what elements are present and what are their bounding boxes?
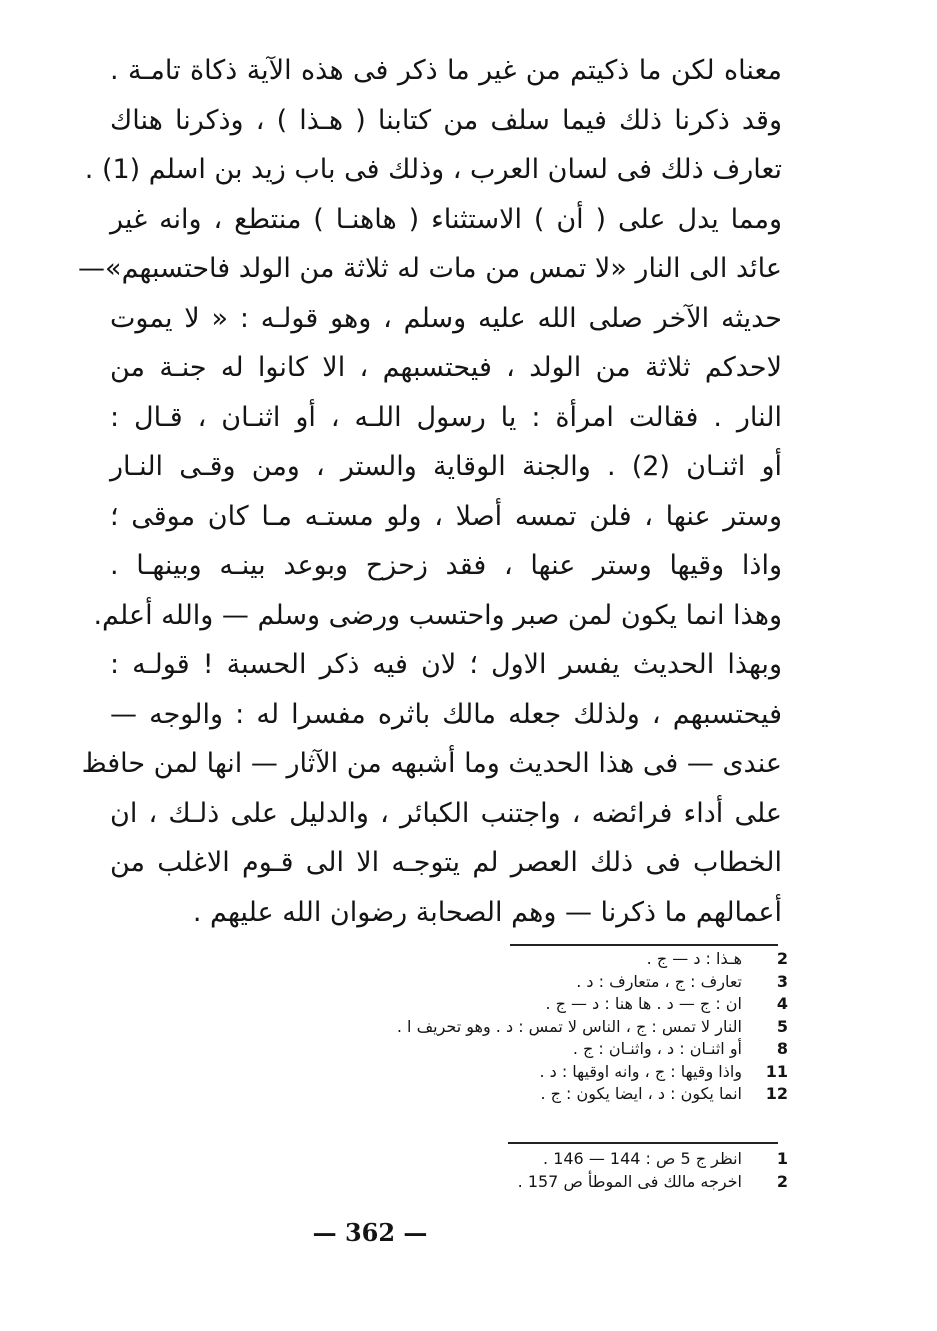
footnote-text: النار لا تمس : ج ، الناس لا تمس : د . وهو تحريف ا .	[396, 1016, 742, 1036]
reference-number: 2	[776, 1171, 788, 1191]
footnote	[160, 1061, 788, 1084]
footnote-number: 3	[776, 971, 788, 991]
text-line: تعارف ذلك فى لسان العرب ، وذلك فى باب زيد بن اسلم (1) .	[84, 154, 782, 185]
text-line: الخطاب فى ذلك العصر لم يتوجـه الا الى قـوم الاغلب من	[110, 847, 782, 878]
footnote-text: أو اثنـان : د ، واثنـان : ج .	[572, 1039, 742, 1058]
page-number: — 362 —	[312, 1218, 428, 1247]
reference-divider	[508, 1142, 778, 1144]
footnote-text: انما يكون : د ، ايضا يكون : ج .	[540, 1084, 742, 1103]
text-line: حديثه الآخر صلى الله عليه وسلم ، وهو قولـه : « لا يموت	[110, 302, 782, 334]
reference-number: 1	[776, 1149, 788, 1168]
text-line: فيحتسبهم ، ولذلك جعله مالك باثره مفسرا له : والوجه —	[110, 698, 782, 730]
footnote	[160, 1083, 788, 1106]
text-line: واذا وقيها وستر عنها ، فقد زحزح وبوعد بينـه وبينهـا .	[110, 550, 782, 581]
text-line: وهذا انما يكون لمن صبر واحتسب ورضى وسلم — والله أعلم.	[93, 599, 782, 631]
text-line: عائد الى النار «لا تمس من مات له ثلاثة من الولد فاحتسبهم»—	[78, 253, 782, 284]
footnote-number: 8	[776, 1039, 788, 1058]
text-line: لاحدكم ثلاثة من الولد ، فيحتسبهم ، الا كانوا له جنـة من	[110, 352, 782, 383]
text-line: وقد ذكرنا ذلك فيما سلف من كتابنا ( هـذا ) ، وذكرنا هناك	[110, 104, 782, 136]
reference-text: اخرجه مالك فى الموطأ ص 157 .	[517, 1171, 742, 1191]
footnote-number: 2	[776, 949, 788, 968]
footnote-text: تعارف : ج ، متعارف : د .	[576, 971, 742, 991]
reference	[400, 1148, 788, 1171]
footnote	[160, 971, 788, 994]
text-line: عندى — فى هذا الحديث وما أشبهه من الآثار — انها لمن حافظ	[81, 748, 782, 779]
reference-text: انظر ج 5 ص : 144 — 146 .	[543, 1149, 742, 1168]
footnote	[160, 993, 788, 1016]
text-line: النار . فقالت امرأة : يا رسول اللـه ، أو اثنـان ، قـال :	[110, 401, 782, 433]
main-text	[78, 46, 782, 937]
variant-notes	[160, 948, 788, 1106]
text-line: ومما يدل على ( أن ) الاستثناء ( هاهنـا ) منتطع ، وانه غير	[110, 203, 782, 235]
footnote-number: 11	[765, 1061, 788, 1081]
footnote-number: 4	[776, 994, 788, 1013]
footnote-divider	[510, 944, 778, 946]
footnote-number: 12	[765, 1084, 788, 1103]
reference-notes	[400, 1148, 788, 1193]
footnote	[160, 1038, 788, 1061]
footnote-text: هـذا : د — ج .	[646, 949, 742, 968]
text-line: أو اثنـان (2) . والجنة الوقاية والستر ، ومن وقـى النـار	[110, 451, 782, 482]
text-line: وبهذا الحديث يفسر الاول ؛ لان فيه ذكر الحسبة ! قولـه :	[110, 649, 782, 680]
text-line: وستر عنها ، فلن تمسه أصلا ، ولو مستـه مـا كان موقى ؛	[110, 500, 782, 532]
footnote-number: 5	[776, 1016, 788, 1036]
footnote	[160, 948, 788, 971]
text-line: أعمالهم ما ذكرنا — وهم الصحابة رضوان الله عليهم .	[192, 896, 782, 928]
footnote-text: واذا وقيها : ج ، وانه اوقيها : د .	[539, 1061, 742, 1081]
reference	[400, 1171, 788, 1194]
text-line: على أداء فرائضه ، واجتنب الكبائر ، والدليل على ذلـك ، ان	[110, 797, 782, 829]
footnote	[160, 1016, 788, 1039]
text-line: معناه لكن ما ذكيتم من غير ما ذكر فى هذه الآية ذكاة تامـة .	[110, 55, 782, 86]
footnote-text: ان : ج — د . ها هنا : د — ج .	[545, 994, 742, 1013]
